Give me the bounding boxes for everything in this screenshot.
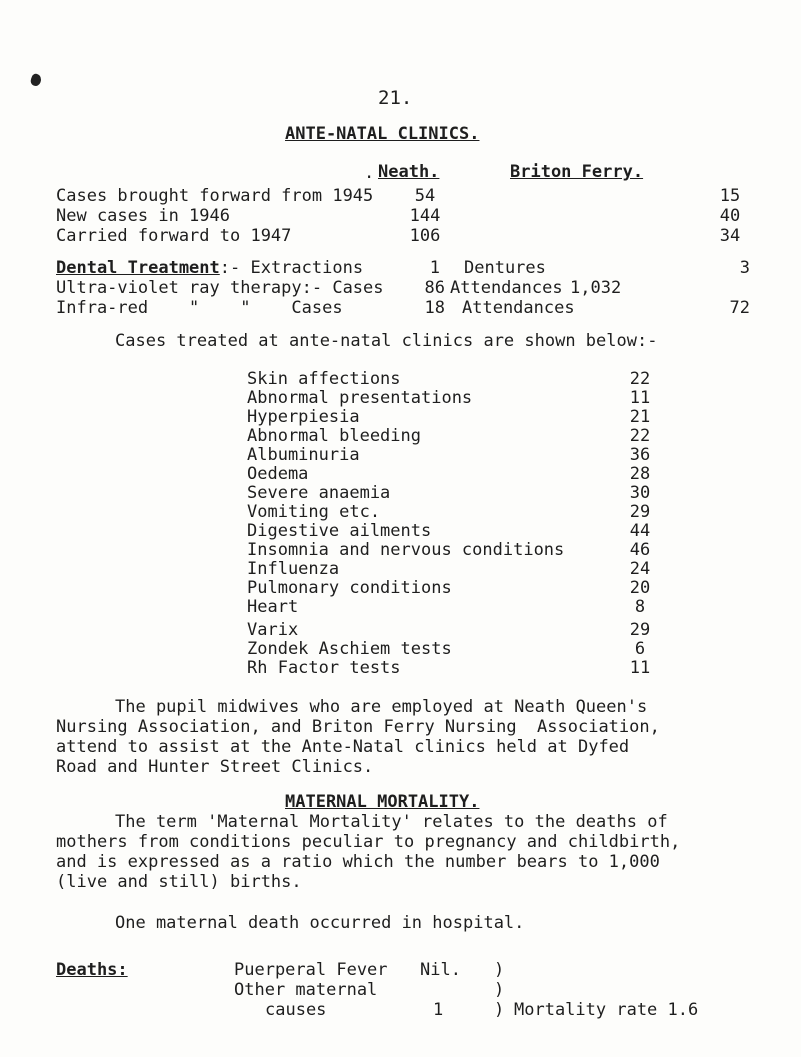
page-number: 21. <box>378 87 413 109</box>
condition-name: Vomiting etc. <box>247 502 381 522</box>
ultra-violet-label: Ultra-violet ray therapy:- Cases <box>56 278 384 298</box>
paragraph-line: attend to assist at the Ante-Natal clinics held at Dyfed <box>56 737 630 757</box>
maternal-mortality-heading: MATERNAL MORTALITY. <box>285 792 480 812</box>
condition-name: Insomnia and nervous conditions <box>247 540 565 560</box>
condition-name: Abnormal bleeding <box>247 426 421 446</box>
condition-count: 22 <box>629 369 651 389</box>
condition-count: 24 <box>629 559 651 579</box>
condition-count: 21 <box>629 407 651 427</box>
deaths-label: Deaths: <box>56 960 128 980</box>
condition-name: Varix <box>247 620 299 640</box>
paragraph-line: and is expressed as a ratio which the number bears to 1,000 <box>56 852 660 872</box>
dentures-label: Dentures <box>464 258 546 278</box>
cases-label: Cases brought forward from 1945 <box>56 186 374 206</box>
paragraph-line: The term 'Maternal Mortality' relates to the deaths of <box>115 812 668 832</box>
one-death-statement: One maternal death occurred in hospital. <box>115 913 525 933</box>
ultra-violet-attendances-value: 1,032 <box>570 278 622 298</box>
condition-name: Oedema <box>247 464 309 484</box>
condition-name: Zondek Aschiem tests <box>247 639 452 659</box>
dental-treatment-row <box>56 258 363 278</box>
condition-count: 28 <box>629 464 651 484</box>
condition-count: 36 <box>629 445 651 465</box>
condition-count: 44 <box>629 521 651 541</box>
paragraph-line: Road and Hunter Street Clinics. <box>56 757 374 777</box>
condition-count: 8 <box>634 597 646 617</box>
cases-value-neath: 144 <box>409 206 441 226</box>
condition-name: Abnormal presentations <box>247 388 473 408</box>
page-heading: ANTE-NATAL CLINICS. <box>285 124 480 144</box>
extractions-label: :- Extractions <box>219 258 364 278</box>
condition-name: Heart <box>247 597 299 617</box>
extractions-value: 1 <box>429 258 440 278</box>
condition-name: Pulmonary conditions <box>247 578 452 598</box>
ultra-violet-attendances-label: Attendances <box>450 278 563 298</box>
condition-count: 46 <box>629 540 651 560</box>
condition-count: 6 <box>634 639 646 659</box>
other-maternal-causes-label: causes <box>265 1000 327 1020</box>
condition-name: Influenza <box>247 559 340 579</box>
condition-count: 11 <box>629 658 651 678</box>
dentures-value: 3 <box>739 258 750 278</box>
cases-value-briton: 40 <box>719 206 741 226</box>
infra-red-attendances-value: 72 <box>729 298 750 318</box>
paragraph-line: mothers from conditions peculiar to pregnancy and childbirth, <box>56 832 681 852</box>
brace: ) <box>494 1000 505 1020</box>
condition-count: 22 <box>629 426 651 446</box>
condition-count: 30 <box>629 483 651 503</box>
condition-name: Severe anaemia <box>247 483 391 503</box>
puerperal-fever-label: Puerperal Fever <box>234 960 388 980</box>
cases-label: New cases in 1946 <box>56 206 230 226</box>
paragraph-line: Nursing Association, and Briton Ferry Nursing Association, <box>56 717 660 737</box>
brace: ) <box>494 960 505 980</box>
cases-treated-intro: Cases treated at ante-natal clinics are shown below:- <box>115 331 658 351</box>
cases-value-briton: 15 <box>719 186 741 206</box>
cases-value-neath: 106 <box>409 226 441 246</box>
condition-name: Hyperpiesia <box>247 407 360 427</box>
puerperal-fever-value: Nil. <box>420 960 461 980</box>
condition-name: Skin affections <box>247 369 401 389</box>
condition-count: 29 <box>629 620 651 640</box>
cases-label: Carried forward to 1947 <box>56 226 292 246</box>
ultra-violet-cases-value: 86 <box>424 278 445 298</box>
cases-value-neath: 54 <box>414 186 436 206</box>
dental-treatment-label: Dental Treatment <box>56 258 220 278</box>
brace: ) <box>494 980 505 1000</box>
condition-count: 11 <box>629 388 651 408</box>
other-maternal-label: Other maternal <box>234 980 378 1000</box>
ink-blot <box>29 73 43 88</box>
mortality-rate: Mortality rate 1.6 <box>514 1000 699 1020</box>
condition-name: Albuminuria <box>247 445 360 465</box>
other-maternal-value: 1 <box>433 1000 444 1020</box>
paragraph-line: The pupil midwives who are employed at Neath Queen's <box>115 697 648 717</box>
col-header-briton-ferry: Briton Ferry. <box>510 162 644 182</box>
infra-red-label: Infra-red " " Cases <box>56 298 343 318</box>
condition-count: 29 <box>629 502 651 522</box>
infra-red-attendances-label: Attendances <box>462 298 575 318</box>
cases-value-briton: 34 <box>719 226 741 246</box>
paragraph-line: (live and still) births. <box>56 872 302 892</box>
condition-count: 20 <box>629 578 651 598</box>
condition-name: Digestive ailments <box>247 521 432 541</box>
col-header-neath: Neath. <box>378 162 440 182</box>
condition-name: Rh Factor tests <box>247 658 401 678</box>
neath-bullet: . <box>364 163 375 183</box>
infra-red-cases-value: 18 <box>424 298 445 318</box>
